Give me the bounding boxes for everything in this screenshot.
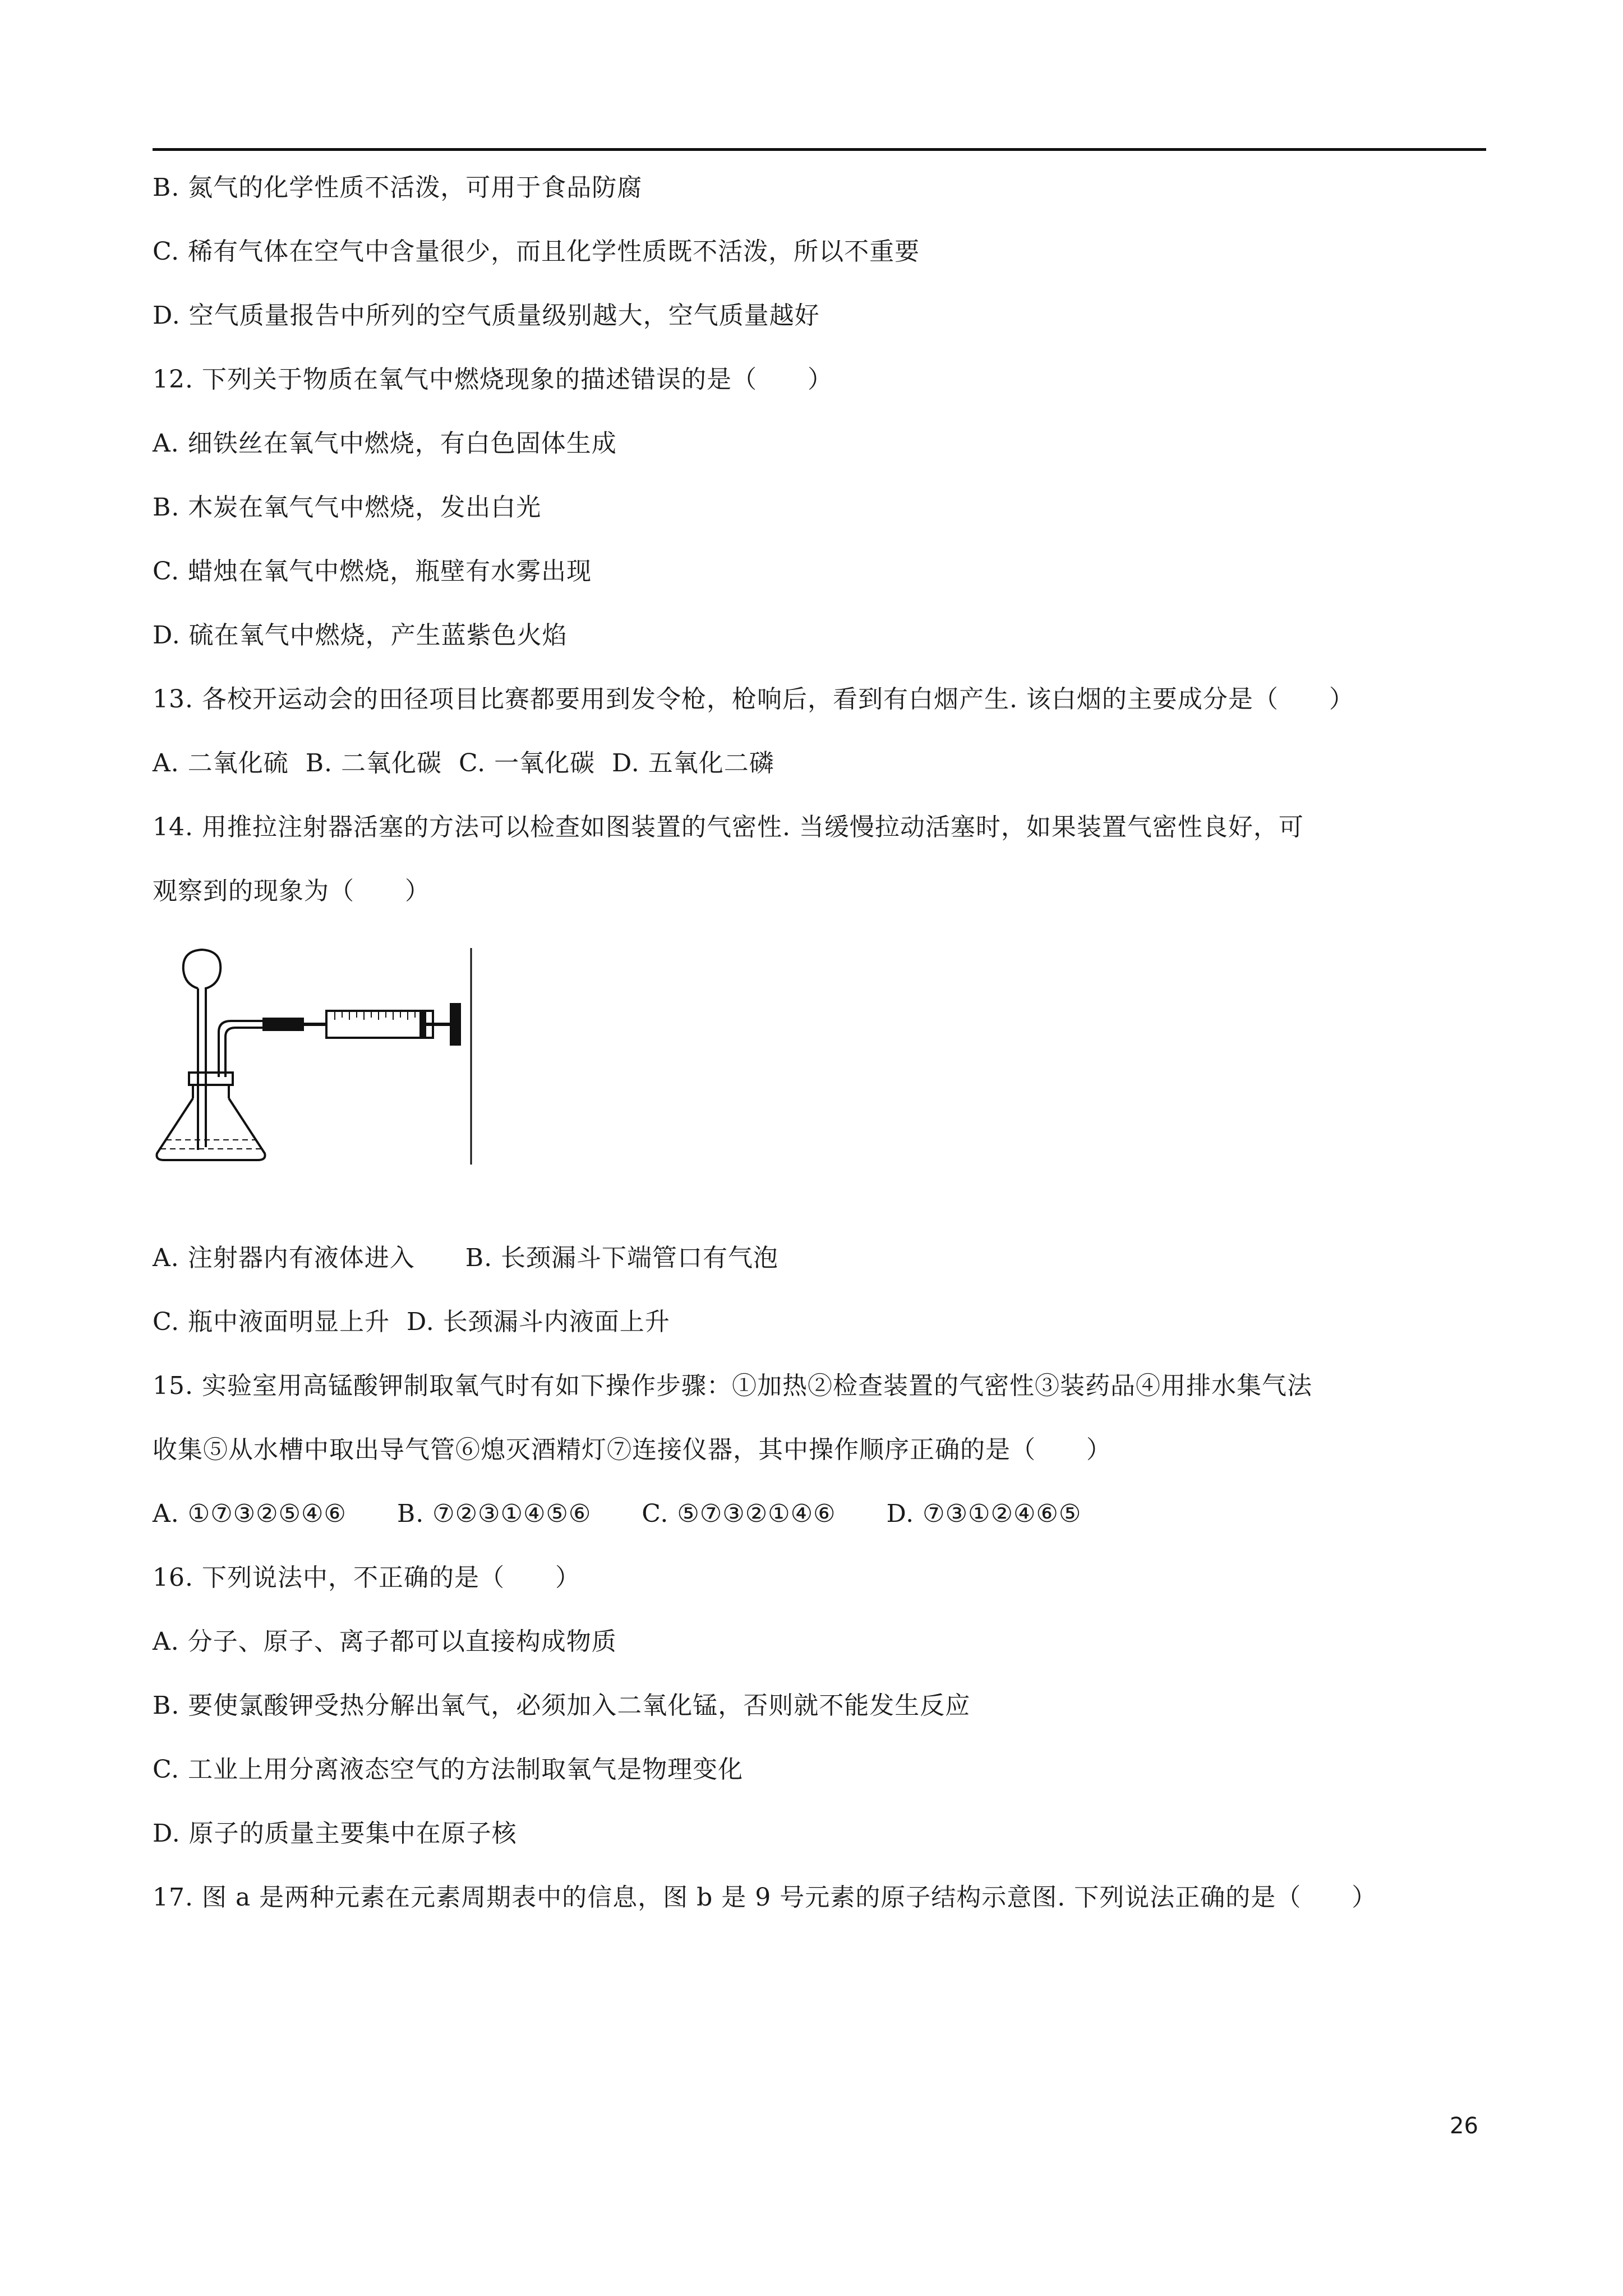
question-13: 13. 各校开运动会的田径项目比赛都要用到发令枪，枪响后，看到有白烟产生. 该白烟的主要成分是（ ） bbox=[153, 685, 1354, 714]
question-16: 16. 下列说法中，不正确的是（ ） bbox=[153, 1563, 580, 1592]
text-line: A. 分子、原子、离子都可以直接构成物质 bbox=[153, 1627, 617, 1656]
text-line: C. 蜡烛在氧气中燃烧，瓶壁有水雾出现 bbox=[153, 557, 592, 586]
text-line: D. 硫在氧气中燃烧，产生蓝紫色火焰 bbox=[153, 621, 568, 650]
question-14: 14. 用推拉注射器活塞的方法可以检查如图装置的气密性. 当缓慢拉动活塞时，如果装置气密性良好，可 bbox=[153, 813, 1304, 841]
text-line: C. 工业上用分离液态空气的方法制取氧气是物理变化 bbox=[153, 1755, 744, 1784]
text-line: A. 注射器内有液体进入 B. 长颈漏斗下端管口有气泡 bbox=[153, 1244, 779, 1272]
apparatus-figure bbox=[153, 948, 478, 1167]
text-line: A. ①⑦③②⑤④⑥ B. ⑦②③①④⑤⑥ C. ⑤⑦③②①④⑥ D. ⑦③①②④⑥⑤ bbox=[153, 1499, 1082, 1528]
text-line: 观察到的现象为（ ） bbox=[153, 877, 430, 905]
text-line: C. 稀有气体在空气中含量很少，而且化学性质既不活泼，所以不重要 bbox=[153, 237, 920, 266]
text-line: D. 原子的质量主要集中在原子核 bbox=[153, 1819, 517, 1848]
text-line: A. 细铁丝在氧气中燃烧，有白色固体生成 bbox=[153, 429, 617, 458]
text-line: B. 氮气的化学性质不活泼，可用于食品防腐 bbox=[153, 173, 643, 202]
text-line: 收集⑤从水槽中取出导气管⑥熄灭酒精灯⑦连接仪器，其中操作顺序正确的是（ ） bbox=[153, 1435, 1112, 1464]
header-rule bbox=[153, 148, 1486, 151]
question-12: 12. 下列关于物质在氧气中燃烧现象的描述错误的是（ ） bbox=[153, 365, 833, 394]
text-line: D. 空气质量报告中所列的空气质量级别越大，空气质量越好 bbox=[153, 301, 820, 330]
text-line: B. 要使氯酸钾受热分解出氧气，必须加入二氧化锰，否则就不能发生反应 bbox=[153, 1691, 971, 1720]
text-line: C. 瓶中液面明显上升 D. 长颈漏斗内液面上升 bbox=[153, 1308, 670, 1336]
page-number: 26 bbox=[1450, 2113, 1478, 2139]
question-17: 17. 图 a 是两种元素在元素周期表中的信息，图 b 是 9 号元素的原子结构示意图. 下列说法正确的是（ ） bbox=[153, 1883, 1377, 1912]
text-line: A. 二氧化硫 B. 二氧化碳 C. 一氧化碳 D. 五氧化二磷 bbox=[153, 749, 774, 777]
question-15: 15. 实验室用高锰酸钾制取氧气时有如下操作步骤：①加热②检查装置的气密性③装药品④用排水集气法 bbox=[153, 1372, 1312, 1400]
text-line: B. 木炭在氧气气中燃烧，发出白光 bbox=[153, 493, 542, 522]
